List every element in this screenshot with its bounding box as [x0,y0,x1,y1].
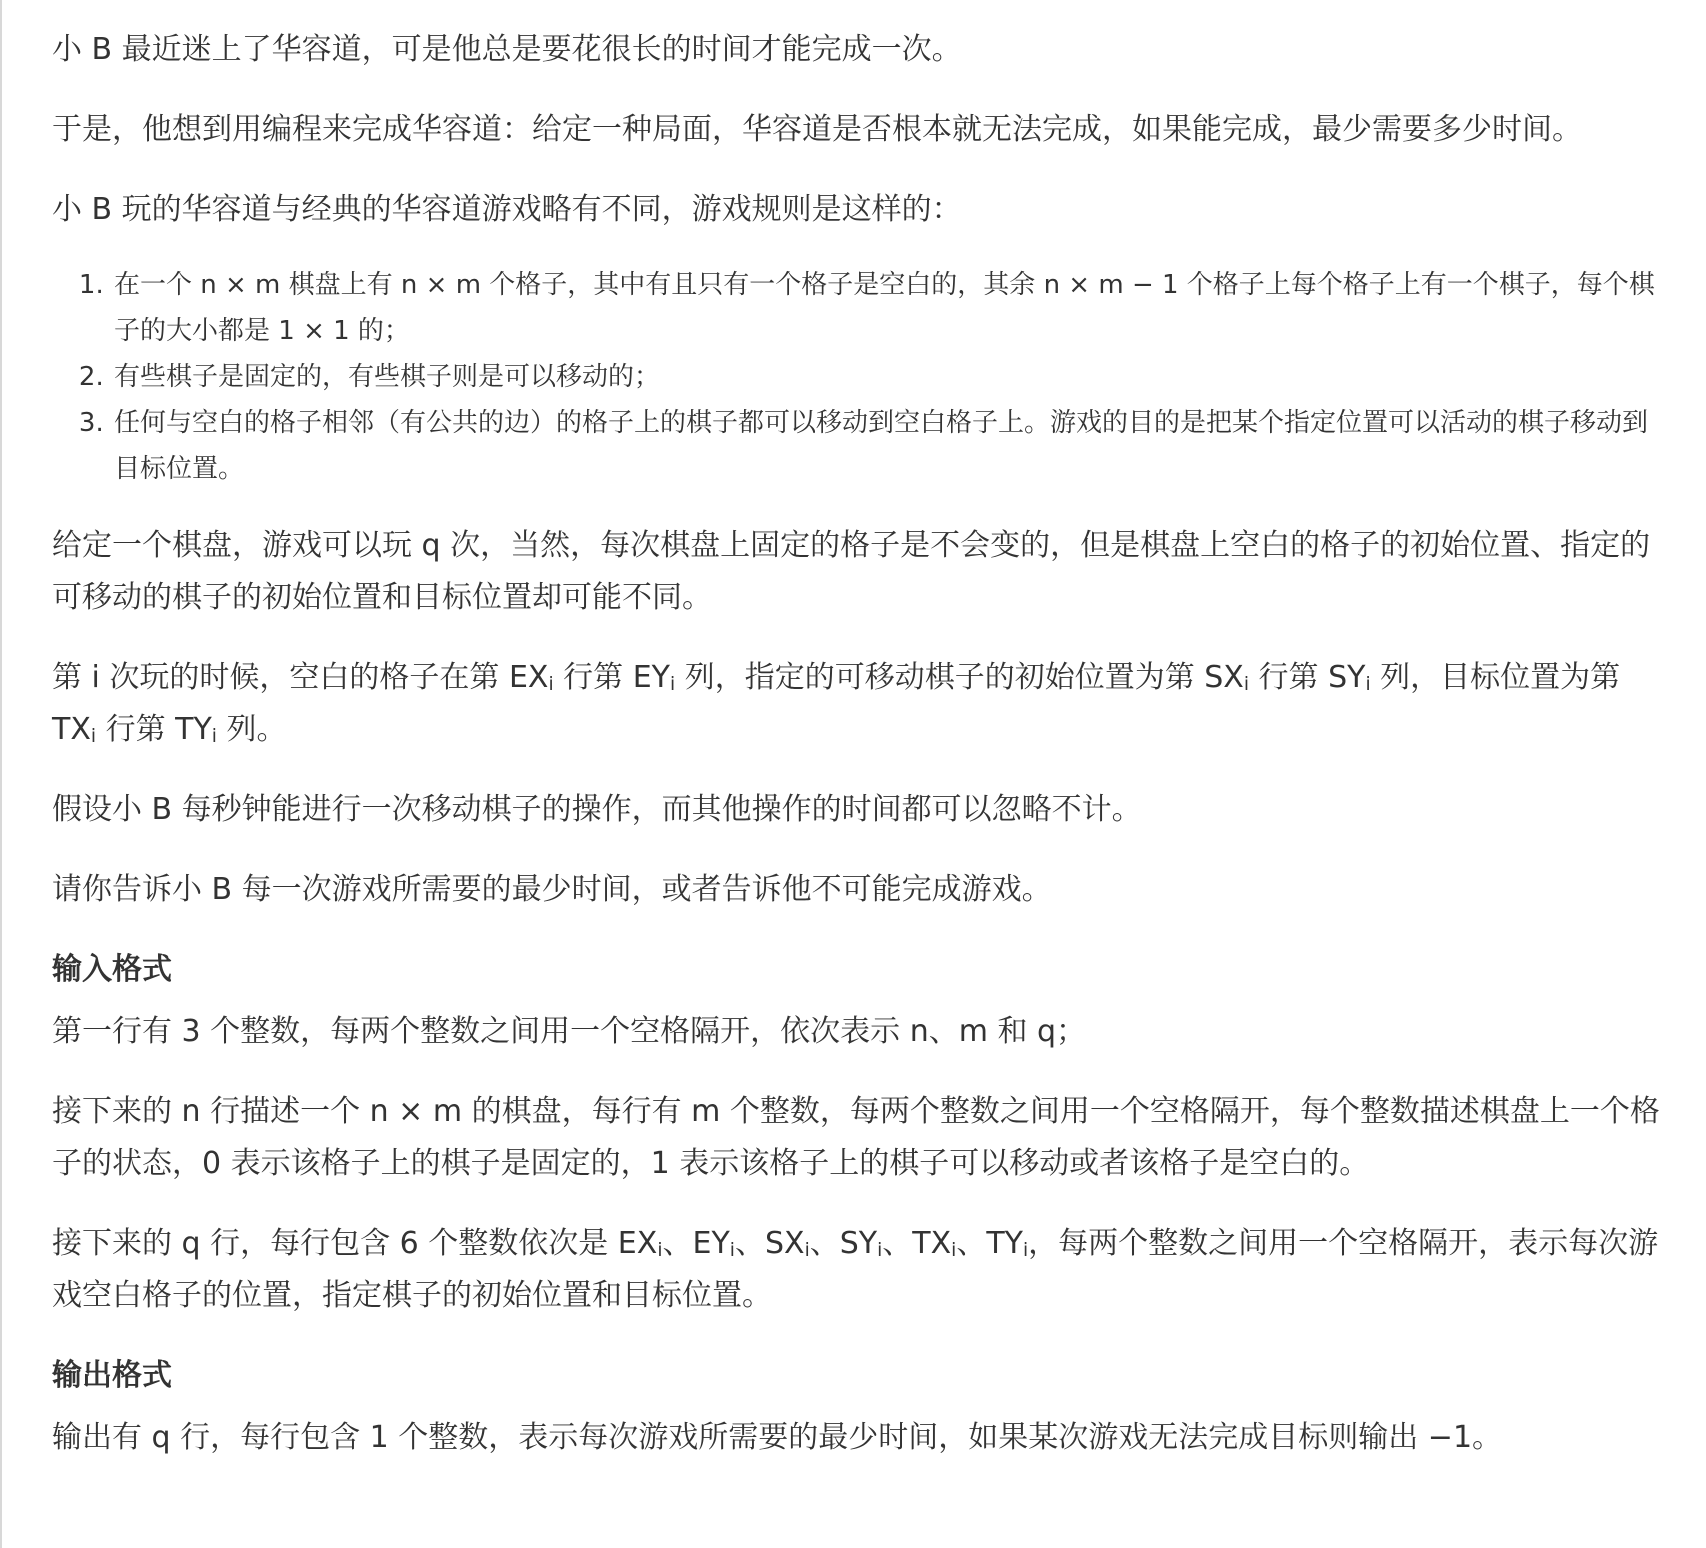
rule-item: 2. 有些棋子是固定的，有些棋子则是可以移动的； [112,354,1672,400]
text-segment: 行第 TY [96,712,212,747]
intro-paragraph: 小 B 最近迷上了华容道，可是他总是要花很长的时间才能完成一次。 [52,32,962,67]
timing-paragraph: 假设小 B 每秒钟能进行一次移动棋子的操作，而其他操作的时间都可以忽略不计。 [52,792,1142,827]
text-segment: 、EY [662,1226,730,1261]
subscript-i: i [548,673,554,695]
rules-intro-paragraph: 小 B 玩的华容道与经典的华容道游戏略有不同，游戏规则是这样的： [52,192,962,227]
text-segment: 、TX [882,1226,952,1261]
subscript-i: i [1365,673,1371,695]
problem-statement [52,24,1672,1492]
task-paragraph: 请你告诉小 B 每一次游戏所需要的最少时间，或者告诉他不可能完成游戏。 [52,872,1052,907]
subscript-i: i [877,1239,883,1261]
input-board-paragraph: 接下来的 n 行描述一个 n × m 的棋盘，每行有 m 个整数，每两个整数之间用一个空格隔开，每个整数描述棋盘上一个格子的状态，0 表示该格子上的棋子是固定的，1 表示该格子上的棋子可以移动或者该格子是空白的。 [52,1094,1660,1181]
queries-paragraph: 给定一个棋盘，游戏可以玩 q 次，当然，每次棋盘上固定的格子是不会变的，但是棋盘上空白的格子的初始位置、指定的可移动的棋子的初始位置和目标位置却可能不同。 [52,528,1651,615]
output-format-heading: 输出格式 [52,1358,172,1393]
text-segment: 行第 EY [553,660,670,695]
goal-paragraph: 于是，他想到用编程来完成华容道：给定一种局面，华容道是否根本就无法完成，如果能完成，最少需要多少时间。 [52,112,1582,147]
subscript-i: i [804,1239,810,1261]
input-queries-paragraph [52,1218,1672,1322]
subscript-i: i [951,1239,957,1261]
subscript-i: i [1243,673,1249,695]
input-first-line-paragraph: 第一行有 3 个整数，每两个整数之间用一个空格隔开，依次表示 n、m 和 q； [52,1014,1087,1049]
text-segment: 、TY [956,1226,1023,1261]
text-segment: 列。 [216,712,287,747]
query-positions-paragraph [52,652,1672,756]
subscript-i: i [729,1239,735,1261]
input-format-heading: 输入格式 [52,952,172,987]
subscript-i: i [669,673,676,695]
output-paragraph: 输出有 q 行，每行包含 1 个整数，表示每次游戏所需要的最少时间，如果某次游戏无法完成目标则输出 −1。 [52,1420,1503,1455]
text-segment: ，每两个整数之间用一个空格隔开，表示每次游戏空白格子的位置，指定棋子的初始位置和目标位置。 [52,1226,1659,1313]
text-segment: 、SY [809,1226,878,1261]
subscript-i: i [657,1239,663,1261]
subscript-i: i [90,725,97,747]
text-segment: 行第 SY [1249,660,1366,695]
text-segment: 、SX [734,1226,805,1261]
text-segment: 列，指定的可移动棋子的初始位置为第 SX [675,660,1244,695]
rule-item: 3. 任何与空白的格子相邻（有公共的边）的格子上的棋子都可以移动到空白格子上。游戏的目的是把某个指定位置可以活动的棋子移动到目标位置。 [112,400,1672,492]
text-segment: 接下来的 q 行，每行包含 6 个整数依次是 EX [52,1226,658,1261]
left-border [0,0,2,1548]
subscript-i: i [211,725,217,747]
subscript-i: i [1023,1239,1029,1261]
rule-item: 1. 在一个 n × m 棋盘上有 n × m 个格子，其中有且只有一个格子是空白的，其余 n × m − 1 个格子上每个格子上有一个棋子，每个棋子的大小都是 1 × 1 的； [112,262,1672,354]
text-segment: 列，目标位置为第 TX [52,660,1621,747]
text-segment: 第 i 次玩的时候，空白的格子在第 EX [52,660,549,695]
rules-list [52,262,1672,492]
